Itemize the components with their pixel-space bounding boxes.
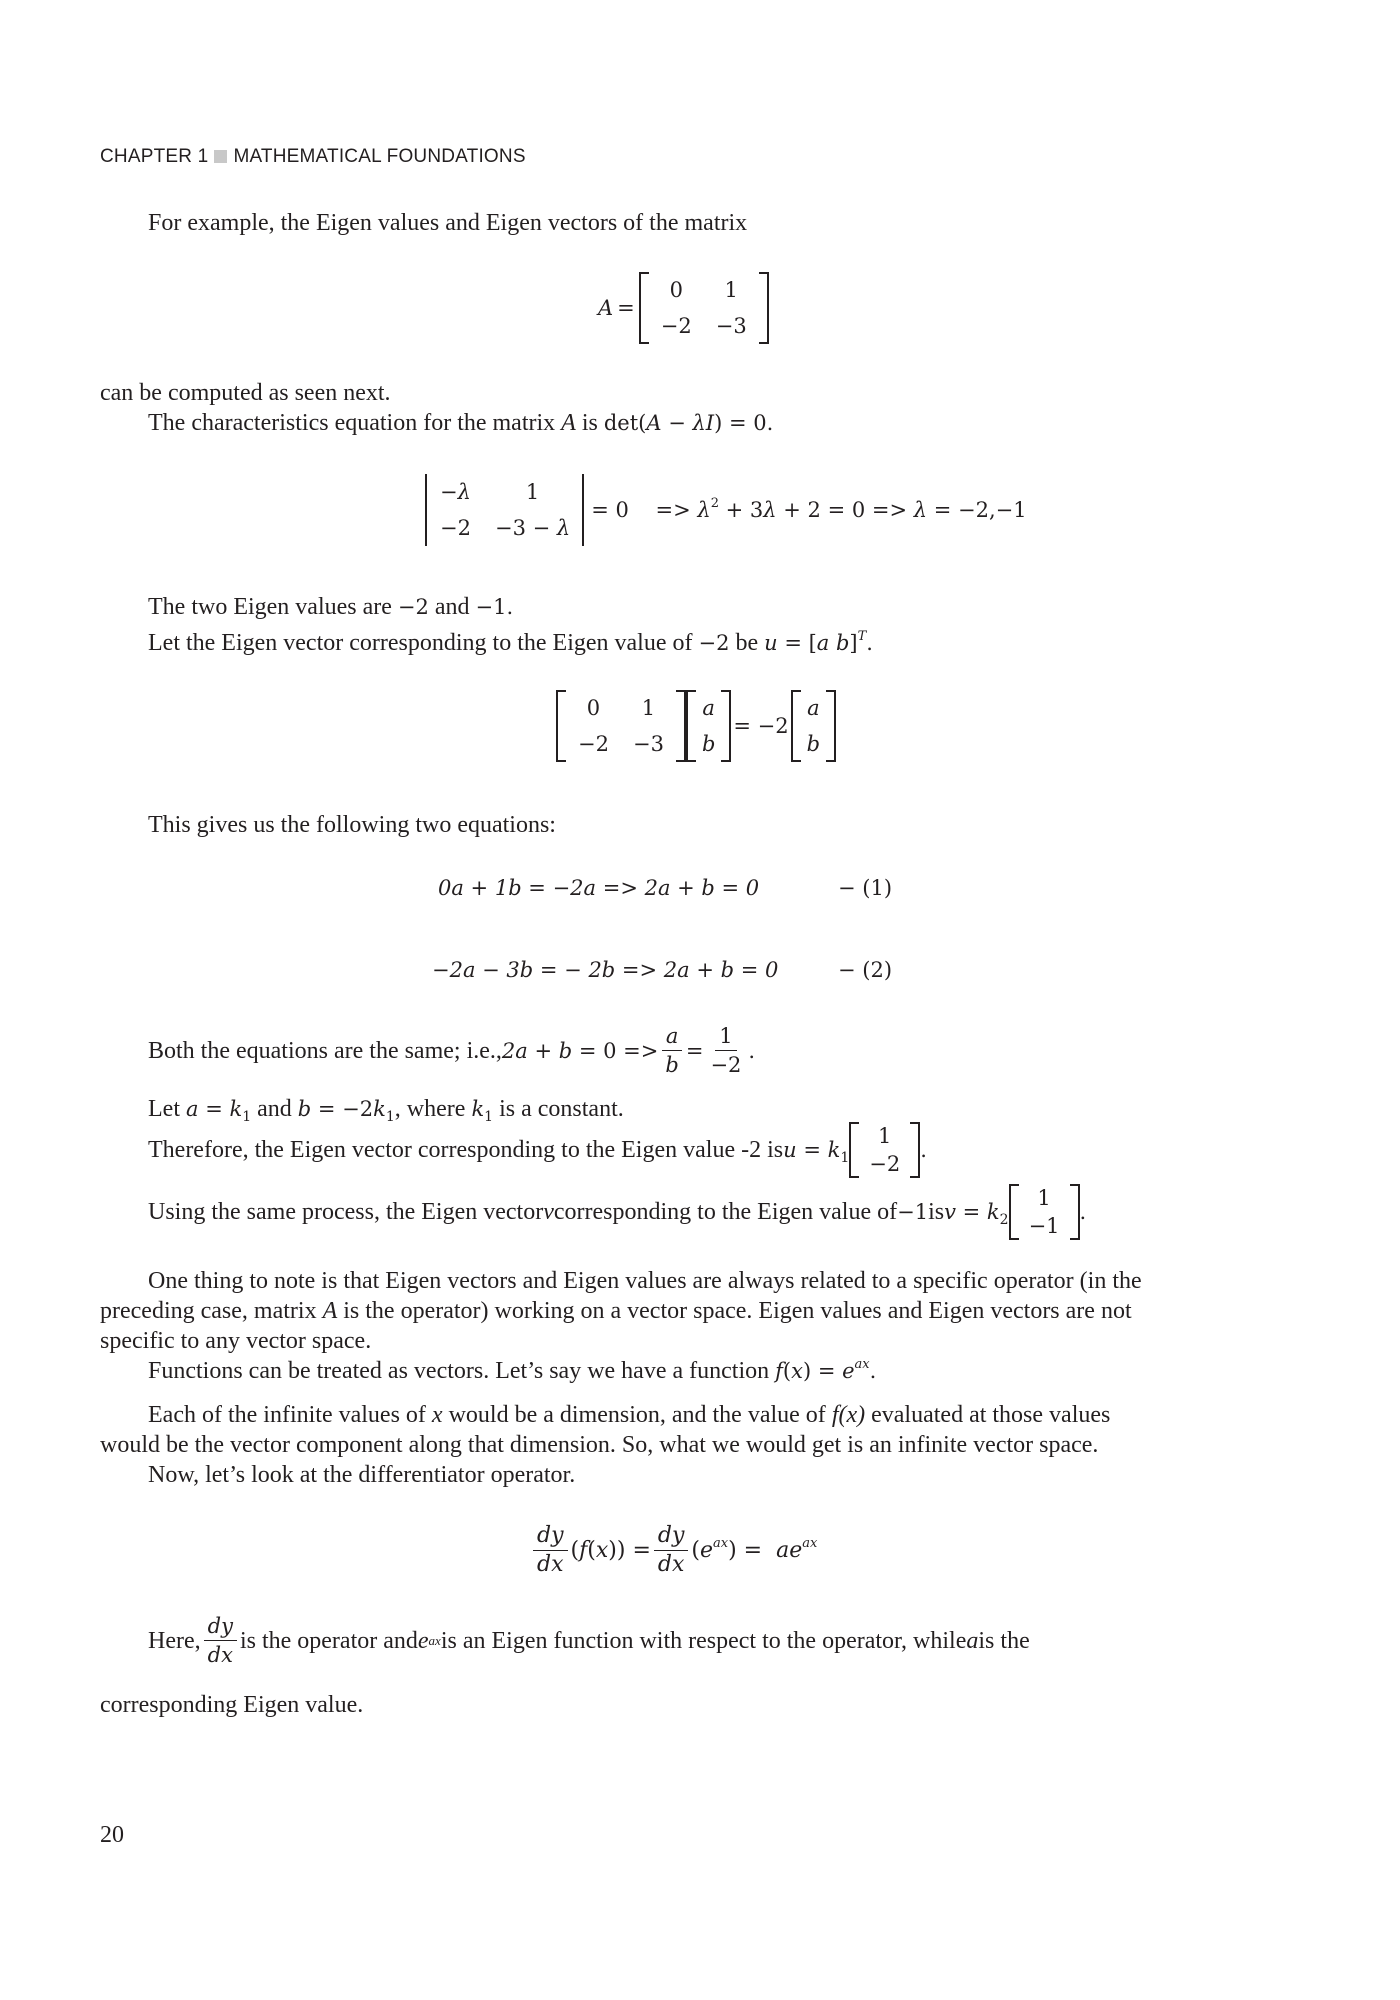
matrix-product-equation: 0 1 −2 −3 a b = −2 a b bbox=[556, 690, 836, 762]
paragraph-here-operator: Here, $\frac{dy}{dx}$ is the operator and e ax is an Eigen function with respect to the operator, while a is the bbox=[148, 1614, 1030, 1667]
paragraph-two-eigenvalues: The two Eigen values are −2 and −1. bbox=[148, 594, 514, 620]
paragraph-eigenvector-u: Let the Eigen vector corresponding to the Eigen value of −2 be u = [a b]$^T$. bbox=[148, 629, 873, 656]
equation-2: −2a − 3b = − 2b => 2a + b = 0 bbox=[432, 958, 779, 982]
paragraph-eigenvector-v: Using the same process, the Eigen vector v corresponding to the Eigen value of −1 is $v = k_2$ 1 −1 . bbox=[148, 1186, 1087, 1238]
paragraph-intro: For example, the Eigen values and Eigen vectors of the matrix bbox=[148, 210, 748, 236]
paragraph-infinite-line2: would be the vector component along that dimension. So, what we would get is an infinite vector space. bbox=[100, 1432, 1099, 1458]
separator-square-icon bbox=[214, 150, 227, 163]
paragraph-note-line3: specific to any vector space. bbox=[100, 1328, 372, 1354]
paragraph-note-line1: One thing to note is that Eigen vectors and Eigen values are always related to a specific operator (in the bbox=[148, 1268, 1142, 1294]
chapter-label: CHAPTER 1 bbox=[100, 146, 209, 167]
paragraph-corresponding: corresponding Eigen value. bbox=[100, 1692, 364, 1718]
matrix-a-equation: A = 0 1 −2 −3 bbox=[598, 272, 769, 344]
paragraph-differentiator: Now, let’s look at the differentiator operator. bbox=[148, 1462, 576, 1488]
paragraph-eigenvector-u-result: Therefore, the Eigen vector corresponding to the Eigen value -2 is $u = k_1$ 1 −2 . bbox=[148, 1124, 927, 1176]
paragraph-note-line2: preceding case, matrix A is the operator) working on a vector space. Eigen values and Eigen vectors are not bbox=[100, 1298, 1132, 1324]
chapter-title: MATHEMATICAL FOUNDATIONS bbox=[233, 146, 526, 167]
differential-equation: $\frac{dy}{dx}$ (f(x)) = $\frac{dy}{dx}$ $(e^{ax}) = ae^{ax}$ bbox=[530, 1522, 817, 1579]
paragraph-both-same: Both the equations are the same; i.e., 2a + b = 0 => $\frac{a}{b}$ = $\frac{1}{-2}$ . bbox=[148, 1024, 756, 1077]
paragraph-computed: can be computed as seen next. bbox=[100, 380, 391, 406]
equation-1-number: − (1) bbox=[838, 876, 893, 900]
page-number: 20 bbox=[100, 1822, 124, 1848]
paragraph-characteristic: The characteristics equation for the matrix A is det(A − λI) = 0. bbox=[148, 410, 774, 436]
equation-2-number: − (2) bbox=[838, 958, 893, 982]
paragraph-infinite-line1: Each of the infinite values of x would be a dimension, and the value of f(x) evaluated at those values bbox=[148, 1402, 1111, 1428]
paragraph-functions-vectors: Functions can be treated as vectors. Let’s say we have a function $f(x) = e^{ax}$. bbox=[148, 1357, 877, 1384]
paragraph-let-k1: Let $a = k_1$ and $b = -2k_1$, where $k_1$ is a constant. bbox=[148, 1096, 624, 1125]
determinant-equation: −λ 1 −2 −3 − λ = 0 => $\lambda^2 + 3\lambda + 2 = 0 => \lambda = -2,-1$ bbox=[425, 474, 1027, 546]
equation-1: 0a + 1b = −2a => 2a + b = 0 bbox=[438, 876, 760, 900]
paragraph-two-equations: This gives us the following two equations: bbox=[148, 812, 556, 838]
running-header bbox=[100, 146, 526, 168]
